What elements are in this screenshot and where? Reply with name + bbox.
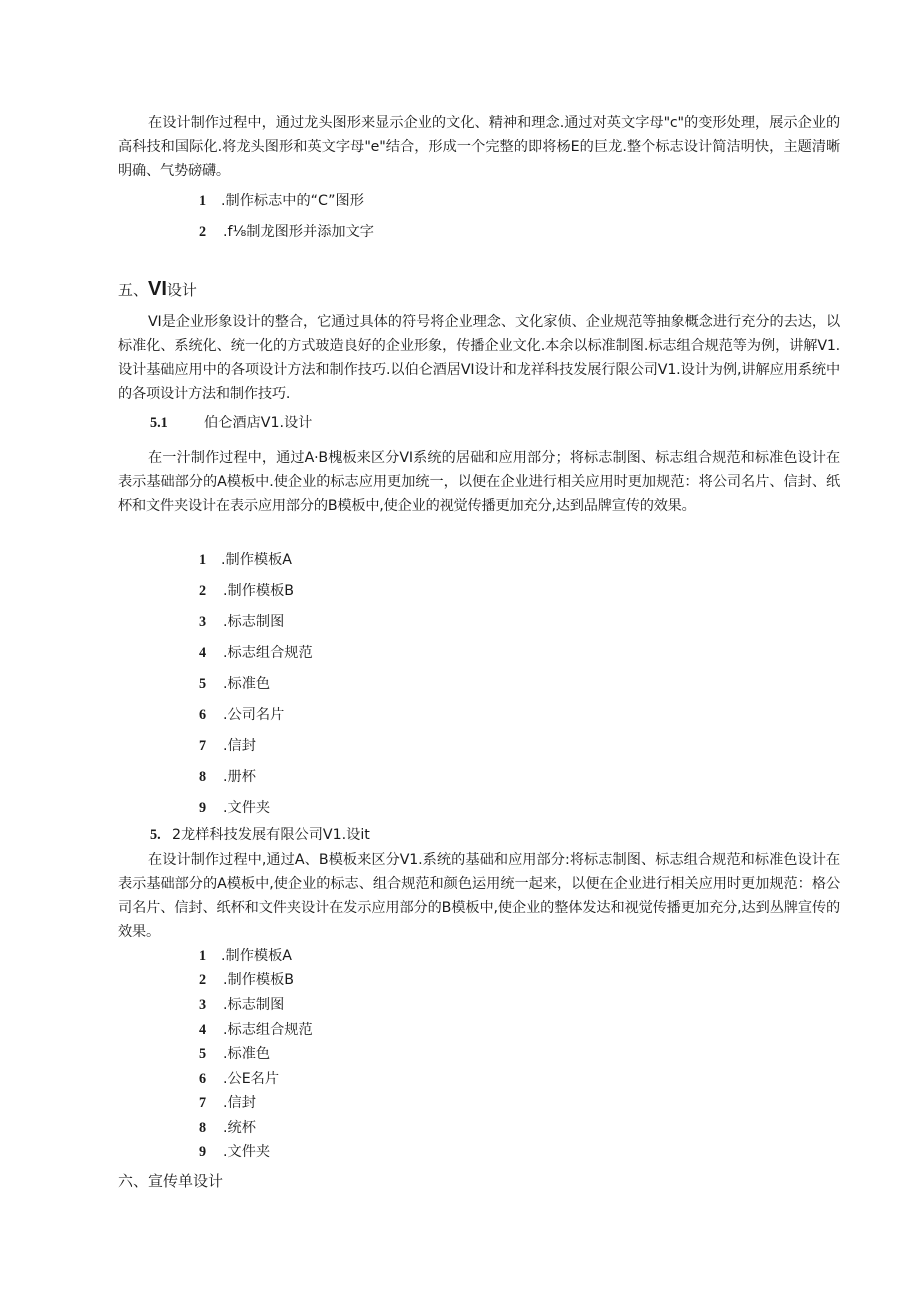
logo-step-1 (199, 191, 364, 211)
section-5-2-item-4 (199, 1020, 313, 1040)
section-5-2-number: 5. (150, 827, 161, 843)
section-5-suffix: 设计 (166, 281, 197, 299)
intro-paragraph: 在设计制作过程中，通过龙头图形来显示企业的文化、精神和理念.通过对英文字母"c"的变形处理，展示企业的高科技和国际化.将龙头图形和英文字母"e"结合，形成一个完整的即将杨E的巨龙.整个标志设计简洁明快，主题清晰明确、气势磅礴。 (118, 115, 840, 179)
list-text: .制作标志中的“C”图形 (221, 193, 364, 209)
list-text: .标志组合规范 (223, 645, 313, 661)
list-number: 1 (199, 552, 207, 568)
section-5-vi: VI (148, 278, 167, 300)
list-number: 2 (199, 972, 207, 988)
section-5-1-item-1 (199, 550, 292, 570)
section-5-2-heading (150, 825, 370, 845)
list-number: 5 (199, 1046, 207, 1062)
list-number: 5 (199, 676, 207, 692)
section-5-1-item-8 (199, 767, 256, 787)
list-text: .标志组合规范 (223, 1022, 313, 1038)
list-text: .文件夹 (223, 1144, 271, 1160)
list-text: .公司名片 (223, 707, 285, 723)
section-5-2-item-9 (199, 1142, 270, 1162)
section-5-1-item-6 (199, 705, 284, 725)
list-number: 1 (199, 948, 207, 964)
section-5-heading (118, 279, 197, 300)
list-text: .f⅛制龙图形并添加文字 (223, 224, 374, 240)
list-number: 8 (199, 1120, 207, 1136)
logo-step-2 (199, 222, 374, 242)
section-5-1-item-2 (199, 581, 294, 601)
list-number: 7 (199, 738, 207, 754)
section-5-2-title: 2龙样科技发展有限公司V1.设it (172, 827, 370, 843)
list-text: .制作模板A (221, 948, 292, 964)
list-number: 4 (199, 645, 207, 661)
section-5-1-item-5 (199, 674, 270, 694)
section-6-heading: 六、宣传单设计 (118, 1172, 224, 1190)
section-5-2-item-3 (199, 995, 284, 1015)
list-number: 2 (199, 224, 207, 240)
list-text: .标准色 (223, 676, 271, 692)
section-5-2-item-7 (199, 1093, 256, 1113)
list-number: 2 (199, 583, 207, 599)
section-5-2-item-2 (199, 970, 294, 990)
list-number: 7 (199, 1095, 207, 1111)
section-5-1-item-4 (199, 643, 313, 663)
section-5-1-item-3 (199, 612, 284, 632)
list-text: .制作模板B (223, 583, 294, 599)
list-text: .册杯 (223, 769, 256, 785)
list-number: 9 (199, 1144, 207, 1160)
list-number: 6 (199, 707, 207, 723)
list-number: 3 (199, 997, 207, 1013)
list-text: .标志制图 (223, 614, 285, 630)
list-text: .公E名片 (223, 1071, 280, 1087)
list-number: 3 (199, 614, 207, 630)
section-5-1-heading (150, 413, 312, 433)
list-number: 9 (199, 800, 207, 816)
section-5-1-item-7 (199, 736, 256, 756)
section-5-2-item-6 (199, 1069, 279, 1089)
list-number: 4 (199, 1022, 207, 1038)
section-5-2-item-1 (199, 946, 292, 966)
list-text: .制作模板B (223, 972, 294, 988)
section-5-2-item-8 (199, 1118, 256, 1138)
section-5-1-number: 5.1 (150, 415, 168, 431)
section-5-1-title: 伯仑酒店V1.设计 (204, 415, 313, 431)
list-text: .制作模板A (221, 552, 292, 568)
list-text: .信封 (223, 738, 256, 754)
list-number: 6 (199, 1071, 207, 1087)
list-number: 8 (199, 769, 207, 785)
list-text: .标志制图 (223, 997, 285, 1013)
list-text: .文件夹 (223, 800, 271, 816)
section-5-2-paragraph: 在设计制作过程中,通过A、B模板来区分V1.系统的基础和应用部分:将标志制图、标志组合规范和标准色设计在表示基础部分的A模板中,使企业的标志、组合规范和颜色运用统一起来，以便在企业进行相关应用时更加规范：格公司名片、信封、纸杯和文件夹设计在发示应用部分的B模板中,使企业的整体发达和视觉传播更加充分,达到丛牌宣传的效果。 (118, 852, 840, 940)
section-5-1-item-9 (199, 798, 270, 818)
section-5-2-item-5 (199, 1044, 270, 1064)
list-text: .统杯 (223, 1120, 256, 1136)
list-number: 1 (199, 193, 207, 209)
section-5-prefix: 五、 (118, 281, 149, 299)
section-5-paragraph: VI是企业形象设计的整合，它通过具体的符号将企业理念、文化家侦、企业规范等抽象概念进行充分的去达，以标准化、系统化、统一化的方式玻造良好的企业形象，传播企业文化.本余以标准制图.标志组合规范等为例，讲解V1.设计基础应用中的各项设计方法和制作技巧.以伯仑酒居VI设计和龙祥科技发展行限公司V1.设计为例,讲解应用系统中的各项设计方法和制作技巧. (118, 314, 840, 402)
section-5-1-paragraph: 在一汁制作过程中，通过A·B槐板来区分VI系统的居础和应用部分；将标志制图、标志组合规范和标准色设计在表示基础部分的A模板中.使企业的标志应用更加统一，以便在企业进行相关应用时更加规范：将公司名片、信封、纸杯和文件夹设计在表示应用部分的B模板中,使企业的视觉传播更加充分,达到品牌宣传的效果。 (118, 450, 840, 514)
list-text: .信封 (223, 1095, 256, 1111)
list-text: .标准色 (223, 1046, 271, 1062)
